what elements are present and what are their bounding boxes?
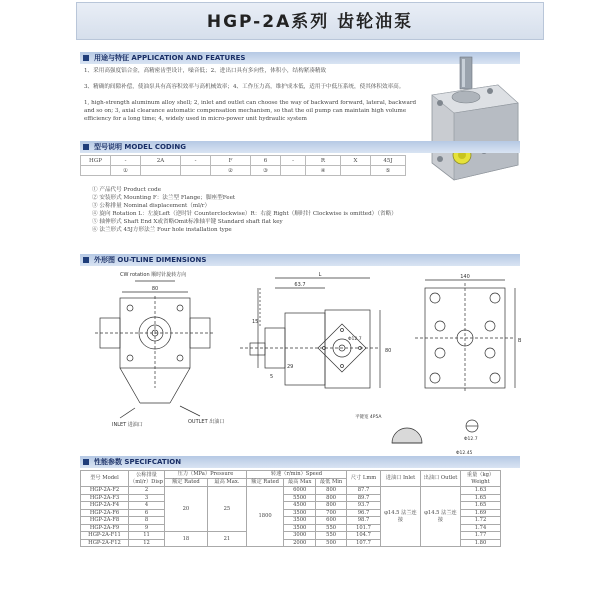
cell-l: 96.7: [347, 509, 381, 517]
cell-max: 5500: [284, 494, 316, 502]
code-legend-5: ⑤ 轴伸形式 Shaft End X或省略Omit标准轴平键 Standard shaft flat key: [92, 219, 283, 225]
shaft-detail: [355, 413, 478, 456]
hdr-weight: 重量（kg）Weight: [461, 471, 501, 487]
section-model-coding: [80, 141, 520, 153]
section-bullet-icon: [83, 459, 89, 465]
cell-max: 3500: [284, 524, 316, 532]
cell-disp: 8: [129, 517, 165, 525]
cell-max: 3500: [284, 509, 316, 517]
dim-r-label: Φ12.7: [348, 337, 362, 342]
cell-min: 500: [316, 539, 347, 547]
key-label: 平键宽 4P5A: [355, 415, 382, 420]
cell-disp: 4: [129, 502, 165, 510]
front-view: [95, 271, 224, 428]
page-title-bar: [76, 2, 544, 40]
cell-w: 1.72: [461, 517, 501, 525]
cell-disp: 12: [129, 539, 165, 547]
cell-disp: 2: [129, 487, 165, 495]
cell-model: HGP-2A-F3: [81, 494, 129, 502]
dim-b-label: B: [518, 338, 522, 344]
features-text-cn2: 3、精确的间隙补偿，使油泵具有高容积效率与高机械效率；4、工作压力高，维护成本低，适用于中低压系统，使其体积效率高。: [84, 84, 405, 90]
cell-l: 104.7: [347, 532, 381, 540]
flange-view: [415, 274, 522, 393]
hdr-max-p: 最高 Max.: [207, 479, 246, 487]
cell-max-p-b: 21: [207, 532, 246, 547]
table-row: [81, 487, 501, 495]
cell-l: 87.7: [347, 487, 381, 495]
section-model-coding-title: 型号说明 MODEL CODING: [94, 143, 186, 151]
dim-29-label: 29: [287, 364, 294, 370]
code-legend-2: ② 安装形式 Mounting F：法兰型 Flange；脚座型Feet: [92, 195, 236, 201]
cell-max: 4500: [284, 502, 316, 510]
cell-model: HGP-2A-F12: [81, 539, 129, 547]
dim-h80-label: 80: [385, 348, 392, 354]
cell-disp: 9: [129, 524, 165, 532]
cell-model: HGP-2A-F9: [81, 524, 129, 532]
cell-max: 6000: [284, 487, 316, 495]
cell-inlet: φ14.5 法兰连接: [381, 487, 421, 547]
code-number: ⑤: [371, 166, 406, 176]
cell-model: HGP-2A-F4: [81, 502, 129, 510]
cell-min: 700: [316, 509, 347, 517]
code-cell: F: [211, 156, 251, 166]
section-outline: [80, 254, 520, 266]
model-code-table: [80, 155, 406, 176]
dim-l-label: L: [318, 272, 322, 278]
code-cell: 6: [251, 156, 281, 166]
hdr-inlet: 进油口 Inlet: [381, 471, 421, 487]
cell-max: 3000: [284, 532, 316, 540]
cell-model: HGP-2A-F8: [81, 517, 129, 525]
cell-w: 1.77: [461, 532, 501, 540]
dim-c-label: Φ12.7: [464, 437, 478, 442]
code-cell: 2A: [141, 156, 181, 166]
cell-l: 89.7: [347, 494, 381, 502]
hdr-rated-s: 额定 Rated: [247, 479, 284, 487]
cell-max: 3500: [284, 517, 316, 525]
hdr-speed: 转速（r/min）Speed: [247, 471, 347, 479]
spec-table: [80, 470, 501, 547]
cw-rotation-label: CW rotation 顺时针旋转方向: [120, 272, 187, 278]
section-bullet-icon: [83, 144, 89, 150]
cell-l: 98.7: [347, 517, 381, 525]
cell-w: 1.65: [461, 494, 501, 502]
cell-disp: 6: [129, 509, 165, 517]
cell-min: 800: [316, 487, 347, 495]
cell-model: HGP-2A-F6: [81, 509, 129, 517]
pump-shaft: [460, 57, 472, 89]
cell-min: 550: [316, 532, 347, 540]
cell-disp: 3: [129, 494, 165, 502]
code-number: ②: [211, 166, 251, 176]
features-text-en: 1, high-strength aluminum alloy shell; 2, inlet and outlet can choose the way of backward forward, lateral, backward and so on; 3, axial clearance automatic compensation mechanism, so that the oil pump can maintain high volume efficiency for a long time; 4, widely used in micro-power unit hydraulic system: [84, 100, 417, 122]
dim-5-label: 5: [270, 374, 274, 380]
cell-l: 101.7: [347, 524, 381, 532]
cell-model: HGP-2A-F11: [81, 532, 129, 540]
hdr-disp: 公称排量（ml/r）Disp: [130, 471, 163, 485]
cell-min: 600: [316, 517, 347, 525]
inlet-label: INLET 进油口: [112, 422, 143, 428]
hdr-max-s: 最高 Max: [284, 479, 316, 487]
cell-w: 1.65: [461, 502, 501, 510]
dim-c2-label: Φ12.45: [456, 451, 473, 456]
page-title: HGP-2A系列 齿轮油泵: [206, 12, 414, 32]
hdr-rated-p: 额定 Rated: [165, 479, 208, 487]
cell-l: 107.7: [347, 539, 381, 547]
hdr-size: 尺寸 Lmm: [347, 471, 381, 487]
cell-min: 800: [316, 502, 347, 510]
code-cell: -: [281, 156, 306, 166]
code-number: ①: [111, 166, 141, 176]
section-outline-title: 外形图 OU-TLINE DIMENSIONS: [94, 256, 207, 264]
section-application-title: 用途与特征 APPLICATION AND FEATURES: [94, 54, 246, 62]
code-cell: -: [111, 156, 141, 166]
section-specification-title: 性能参数 SPECIFCATION: [94, 458, 182, 466]
hdr-min-s: 最低 Min: [316, 479, 347, 487]
cell-w: 1.80: [461, 539, 501, 547]
code-cell: R: [306, 156, 341, 166]
cell-l: 93.7: [347, 502, 381, 510]
cell-rated-speed: 1800: [247, 487, 284, 547]
cell-rated-p-b: 18: [165, 532, 208, 547]
code-legend-3: ③ 公称排量 Nominal displacement（ml/r）: [92, 203, 211, 209]
code-legend-4: ④ 旋向 Rotation L：左旋Left（逆时针 Counterclockwise）R：右旋 Right（顺时针 Clockwise is omitted）（省略）: [92, 211, 397, 217]
code-cell: X: [341, 156, 371, 166]
cell-rated-p-a: 20: [165, 487, 208, 532]
dim-63-7-label: 63.7: [294, 282, 306, 288]
hdr-pressure: 压力（MPa）Pressure: [165, 471, 247, 479]
code-cell: HGP: [81, 156, 111, 166]
cell-w: 1.63: [461, 487, 501, 495]
side-view: [240, 272, 391, 388]
cell-w: 1.74: [461, 524, 501, 532]
cell-outlet: φ14.5 法兰连接: [421, 487, 461, 547]
pump-photo: [418, 55, 523, 185]
cell-disp: 11: [129, 532, 165, 540]
dim-80-label: 80: [151, 286, 159, 292]
code-legend-6: ⑥ 法兰形式 45J方形法兰 Four hole installation type: [92, 227, 232, 233]
outline-drawing: [80, 268, 520, 458]
section-specification: [80, 456, 520, 468]
cell-model: HGP-2A-F2: [81, 487, 129, 495]
outlet-label: OUTLET 出油口: [188, 419, 225, 425]
cell-w: 1.69: [461, 509, 501, 517]
hdr-model: 型号 Model: [81, 471, 129, 487]
code-cell: -: [181, 156, 211, 166]
features-text-cn1: 1、采用高强度铝合金，高精密齿型设计，噪音低；2、进出口具有多向性，体积小，结构紧凑精致: [84, 68, 327, 74]
code-number: ④: [306, 166, 341, 176]
code-cell: 45J: [371, 156, 406, 166]
cell-max: 2000: [284, 539, 316, 547]
cell-max-p-a: 25: [207, 487, 246, 532]
section-bullet-icon: [83, 55, 89, 61]
cell-min: 800: [316, 494, 347, 502]
dim-140-label: 140: [460, 274, 470, 280]
cell-min: 550: [316, 524, 347, 532]
code-number: ③: [251, 166, 281, 176]
hdr-outlet: 出油口 Outlet: [421, 471, 461, 487]
section-bullet-icon: [83, 257, 89, 263]
code-legend-1: ① 产品代号 Product code: [92, 187, 162, 193]
dim-15-label: 15: [252, 319, 259, 325]
